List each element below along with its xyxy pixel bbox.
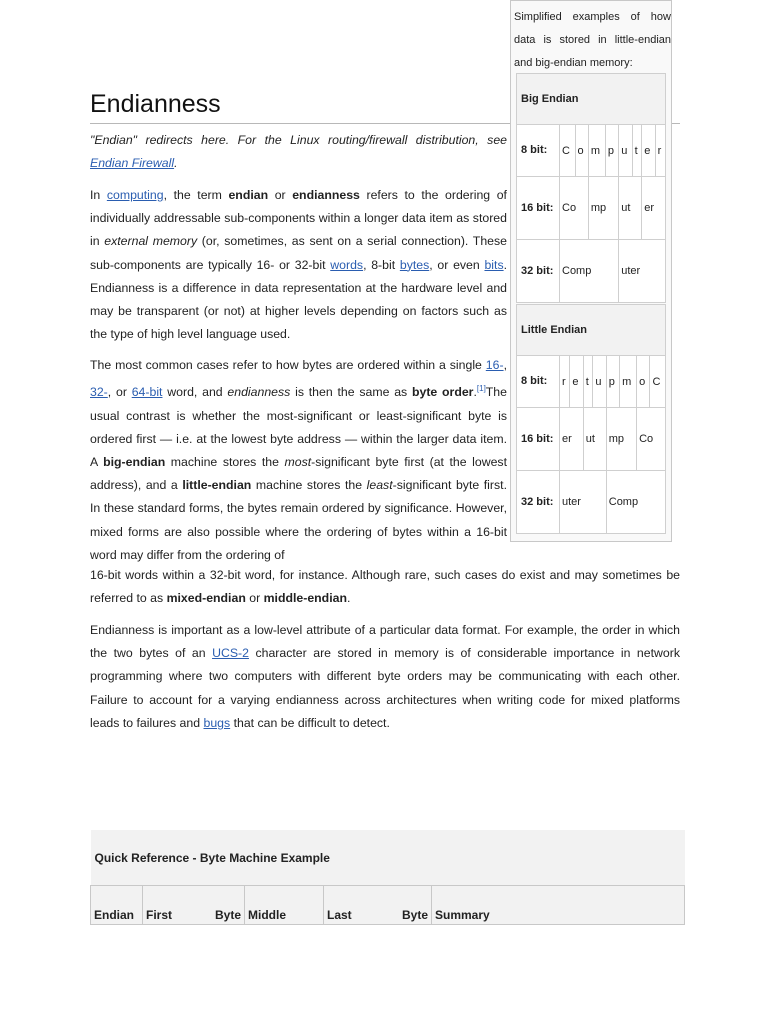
byte-order-paragraph-continued: 16-bit words within a 32-bit word, for instance. Although rare, such cases do exist and may sometimes be referred to as mixed-endian or middle-endian.: [90, 568, 680, 606]
byte-cell: C: [560, 125, 576, 177]
reference-1[interactable]: [1]: [476, 384, 486, 394]
bits-link[interactable]: bits: [484, 257, 504, 272]
byte-cell: o: [575, 125, 588, 177]
byte-cell: p: [606, 356, 619, 408]
quick-reference-header-row: [91, 886, 685, 925]
byte-cell: C: [650, 356, 666, 408]
word-cell: Co: [560, 177, 589, 240]
dword-cell: uter: [619, 240, 666, 303]
bytes-link[interactable]: bytes: [399, 257, 430, 272]
col-last-byte: Last Byte: [324, 886, 432, 925]
word-cell: mp: [588, 177, 618, 240]
dword-cell: uter: [560, 471, 607, 534]
col-endian: Endian: [91, 886, 143, 925]
byte-cell: r: [655, 125, 665, 177]
byte-cell: o: [637, 356, 650, 408]
32-bit-link[interactable]: 32-: [90, 385, 108, 400]
bugs-link[interactable]: bugs: [203, 715, 231, 730]
hatnote: "Endian" redirects here. For the Linux routing/firewall distribution, see Endian Firewall.: [90, 133, 507, 171]
big-endian-table: [516, 73, 666, 303]
big-endian-32bit-row: 32 bit: Comp uter: [517, 240, 666, 303]
words-link[interactable]: words: [330, 257, 364, 272]
byte-cell: u: [593, 356, 606, 408]
word-cell: er: [642, 177, 666, 240]
word-cell: mp: [606, 408, 636, 471]
little-endian-8bit-row: 8 bit: r e t u p m o C: [517, 356, 666, 408]
col-middle: Middle: [245, 886, 324, 925]
computing-link[interactable]: computing: [106, 188, 164, 202]
little-endian-32bit-row: 32 bit: uter Comp: [517, 471, 666, 534]
byte-cell: r: [560, 356, 570, 408]
byte-order-paragraph: The most common cases refer to how bytes are ordered within a single 16-, 32-, or 64-bit word, and endianness is then the same as byte order.[1]The usual contrast is whether the most-significant or least-significant byte is ordered first — i.e. at the lowest byte address — within the larger data item. A big-endian machine stores the most-significant byte first (at the lowest address), and a little-endian machine stores the least-significant byte first. In these standard forms, the bytes remain ordered by significance. However, mixed forms are also possible where the ordering of bytes within a 16-bit word may differ from the ordering of: [90, 358, 507, 562]
col-first-byte: First Byte: [143, 886, 245, 925]
word-cell: er: [560, 408, 584, 471]
byte-cell: t: [583, 356, 593, 408]
word-cell: ut: [583, 408, 606, 471]
endian-firewall-link[interactable]: Endian Firewall: [90, 156, 175, 171]
page-title: Endianness: [90, 90, 221, 118]
quick-reference-title: Quick Reference - Byte Machine Example: [91, 830, 685, 886]
big-endian-8bit-row: 8 bit: C o m p u t e r: [517, 125, 666, 177]
dword-cell: Comp: [560, 240, 619, 303]
dword-cell: Comp: [606, 471, 665, 534]
ucs-2-link[interactable]: UCS-2: [212, 646, 249, 661]
byte-cell: m: [588, 125, 605, 177]
little-endian-table: [516, 304, 666, 534]
byte-cell: u: [619, 125, 632, 177]
word-cell: Co: [637, 408, 666, 471]
intro-paragraph: In computing, the term endian or endianness refers to the ordering of individually addressable sub-components within a longer data item as stored in external memory (or, sometimes, as sent on a serial connection). These sub-components are typically 16- or 32-bit words, 8-bit bytes, or even bits. Endianness is a difference in data representation at the hardware level and may be transparent (or not) at higher levels depending on factors such as the type of high level language used.: [90, 188, 508, 342]
byte-cell: e: [570, 356, 583, 408]
importance-paragraph: Endianness is important as a low-level attribute of a particular data format. For example, the order in which the two bytes of an UCS-2 character are stored in memory is of considerable importance in network programming where two computers with different byte orders may be communicating with each other. Failure to account for a varying endianness across architectures when writing code for mixed platforms leads to failures and bugs that can be difficult to detect.: [90, 623, 680, 730]
word-cell: ut: [619, 177, 642, 240]
byte-cell: e: [642, 125, 655, 177]
little-endian-16bit-row: 16 bit: er ut mp Co: [517, 408, 666, 471]
col-summary: Summary: [432, 886, 685, 925]
byte-cell: p: [605, 125, 618, 177]
little-endian-header: Little Endian: [517, 305, 666, 356]
big-endian-16bit-row: 16 bit: Co mp ut er: [517, 177, 666, 240]
64-bit-link[interactable]: 64-bit: [131, 385, 163, 400]
big-endian-header: Big Endian: [517, 74, 666, 125]
byte-cell: m: [620, 356, 637, 408]
infobox-caption: Simplified examples of how data is stored in little-endian and big-endian memory:: [514, 11, 671, 69]
16-bit-link[interactable]: 16-: [485, 358, 504, 372]
byte-cell: t: [632, 125, 642, 177]
quick-reference-table: [90, 830, 685, 925]
